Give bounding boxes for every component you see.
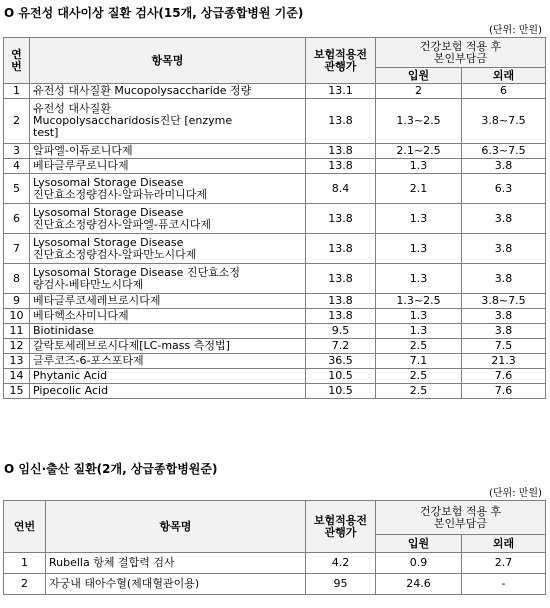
- row-outpatient: 21.3: [462, 354, 546, 369]
- header-outpatient: 외래: [462, 68, 546, 84]
- table-row: [4, 339, 546, 354]
- row-inpatient: 2.5: [376, 369, 462, 384]
- row-item-name: Lysosomal Storage Disease 진단효소정량검사-알파만노시다제: [30, 234, 306, 264]
- row-inpatient: 1.3: [376, 234, 462, 264]
- section2-title: O 임신·출산 질환(2개, 상급종합병원준): [4, 462, 218, 476]
- row-number: 7: [4, 234, 30, 264]
- row-outpatient: 3.8~7.5: [462, 99, 546, 144]
- row-outpatient: 6.3: [462, 174, 546, 204]
- table-row: [4, 99, 546, 144]
- row-number: 13: [4, 354, 30, 369]
- row-price: 9.5: [306, 324, 376, 339]
- row-price: 13.8: [306, 99, 376, 144]
- row-price: 95: [306, 574, 376, 595]
- row-number: 1: [4, 553, 46, 574]
- row-outpatient: 7.6: [462, 369, 546, 384]
- header-name: 항목명: [30, 38, 306, 84]
- row-price: 8.4: [306, 174, 376, 204]
- row-price: 13.8: [306, 294, 376, 309]
- section1-rows: [4, 84, 546, 399]
- row-price: 13.8: [306, 204, 376, 234]
- row-outpatient: 3.8: [462, 204, 546, 234]
- row-item-name: 갈락토세레브로시다제[LC-mass 측정법]: [30, 339, 306, 354]
- row-outpatient: -: [462, 574, 546, 595]
- row-price: 13.8: [306, 144, 376, 159]
- row-number: 11: [4, 324, 30, 339]
- table-row: [4, 354, 546, 369]
- header-inpatient: 입원: [376, 68, 462, 84]
- row-item-name: 유전성 대사질환 Mucopolysaccharidosis진단 [enzyme test]: [30, 99, 306, 144]
- row-number: 4: [4, 159, 30, 174]
- row-inpatient: 2.1: [376, 174, 462, 204]
- section2-unit: (단위: 만원): [489, 488, 542, 499]
- table-row: [4, 553, 546, 574]
- row-price: 13.1: [306, 84, 376, 99]
- header2-price: 보험적용전 관행가: [306, 501, 376, 553]
- row-inpatient: 2.5: [376, 339, 462, 354]
- table-row: [4, 309, 546, 324]
- header2-outpatient: 외래: [462, 535, 546, 553]
- header2-copay: 건강보험 적용 후 본인부담금: [376, 501, 546, 535]
- row-inpatient: 24.6: [376, 574, 462, 595]
- header2-no: 연번: [4, 501, 46, 553]
- row-number: 1: [4, 84, 30, 99]
- row-item-name: Lysosomal Storage Disease 진단효소정 량검사-베타만노시다제: [30, 264, 306, 294]
- header-copay: 건강보험 적용 후 본인부담금: [376, 38, 546, 68]
- row-number: 12: [4, 339, 30, 354]
- row-outpatient: 7.5: [462, 339, 546, 354]
- row-outpatient: 3.8: [462, 324, 546, 339]
- row-inpatient: 1.3: [376, 264, 462, 294]
- row-price: 4.2: [306, 553, 376, 574]
- row-item-name: Lysosomal Storage Disease 진단효소정량검사-알파뉴라미니다제: [30, 174, 306, 204]
- table-row: [4, 264, 546, 294]
- row-inpatient: 1.3: [376, 324, 462, 339]
- row-price: 10.5: [306, 384, 376, 399]
- row-inpatient: 1.3: [376, 159, 462, 174]
- row-item-name: Biotinidase: [30, 324, 306, 339]
- row-outpatient: 3.8: [462, 264, 546, 294]
- row-item-name: 베타헥소사미니다제: [30, 309, 306, 324]
- table-row: [4, 159, 546, 174]
- row-item-name: Lysosomal Storage Disease 진단효소정량검사-알파엘-퓨코시다제: [30, 204, 306, 234]
- row-inpatient: 2.5: [376, 384, 462, 399]
- table-row: [4, 294, 546, 309]
- header-price: 보험적용전 관행가: [306, 38, 376, 84]
- section2-table: [3, 500, 546, 595]
- row-price: 10.5: [306, 369, 376, 384]
- row-outpatient: 6: [462, 84, 546, 99]
- row-item-name: 유전성 대사질환 Mucopolysaccharide 정량: [30, 84, 306, 99]
- table-row: [4, 144, 546, 159]
- row-price: 7.2: [306, 339, 376, 354]
- row-number: 15: [4, 384, 30, 399]
- row-outpatient: 3.8: [462, 234, 546, 264]
- section1-unit: (단위: 만원): [489, 25, 542, 36]
- row-item-name: Phytanic Acid: [30, 369, 306, 384]
- table-row: [4, 574, 546, 595]
- section2-rows: [4, 553, 546, 595]
- row-outpatient: 7.6: [462, 384, 546, 399]
- row-number: 3: [4, 144, 30, 159]
- header2-inpatient: 입원: [376, 535, 462, 553]
- header2-name: 항목명: [46, 501, 306, 553]
- row-price: 13.8: [306, 264, 376, 294]
- row-item-name: 베타글루코세레브로시다제: [30, 294, 306, 309]
- row-outpatient: 6.3~7.5: [462, 144, 546, 159]
- row-item-name: 글루코즈-6-포스포타제: [30, 354, 306, 369]
- row-price: 13.8: [306, 309, 376, 324]
- row-number: 8: [4, 264, 30, 294]
- table-row: [4, 84, 546, 99]
- row-inpatient: 1.3: [376, 204, 462, 234]
- header-no: 연 번: [4, 38, 30, 84]
- row-inpatient: 7.1: [376, 354, 462, 369]
- row-outpatient: 3.8~7.5: [462, 294, 546, 309]
- row-item-name: 자궁내 태아수혈(제대혈관이용): [46, 574, 306, 595]
- row-outpatient: 2.7: [462, 553, 546, 574]
- row-number: 9: [4, 294, 30, 309]
- table-row: [4, 174, 546, 204]
- table-row: [4, 234, 546, 264]
- row-item-name: 베타글루쿠로니다제: [30, 159, 306, 174]
- row-inpatient: 2: [376, 84, 462, 99]
- row-item-name: Rubella 항체 결합력 검사: [46, 553, 306, 574]
- row-number: 6: [4, 204, 30, 234]
- section1-title: O 유전성 대사이상 질환 검사(15개, 상급종합병원 기준): [4, 6, 304, 20]
- row-price: 13.8: [306, 159, 376, 174]
- row-number: 14: [4, 369, 30, 384]
- row-item-name: Pipecolic Acid: [30, 384, 306, 399]
- table-row: [4, 369, 546, 384]
- row-number: 10: [4, 309, 30, 324]
- row-outpatient: 3.8: [462, 159, 546, 174]
- table-row: [4, 384, 546, 399]
- row-inpatient: 0.9: [376, 553, 462, 574]
- row-price: 13.8: [306, 234, 376, 264]
- row-price: 36.5: [306, 354, 376, 369]
- row-item-name: 알파엘-이듀로니다제: [30, 144, 306, 159]
- row-inpatient: 1.3~2.5: [376, 294, 462, 309]
- row-number: 5: [4, 174, 30, 204]
- row-inpatient: 1.3~2.5: [376, 99, 462, 144]
- row-inpatient: 1.3: [376, 309, 462, 324]
- row-number: 2: [4, 99, 30, 144]
- row-outpatient: 3.8: [462, 309, 546, 324]
- row-number: 2: [4, 574, 46, 595]
- table-row: [4, 204, 546, 234]
- table-row: [4, 324, 546, 339]
- section1-table: [3, 37, 546, 399]
- row-inpatient: 2.1~2.5: [376, 144, 462, 159]
